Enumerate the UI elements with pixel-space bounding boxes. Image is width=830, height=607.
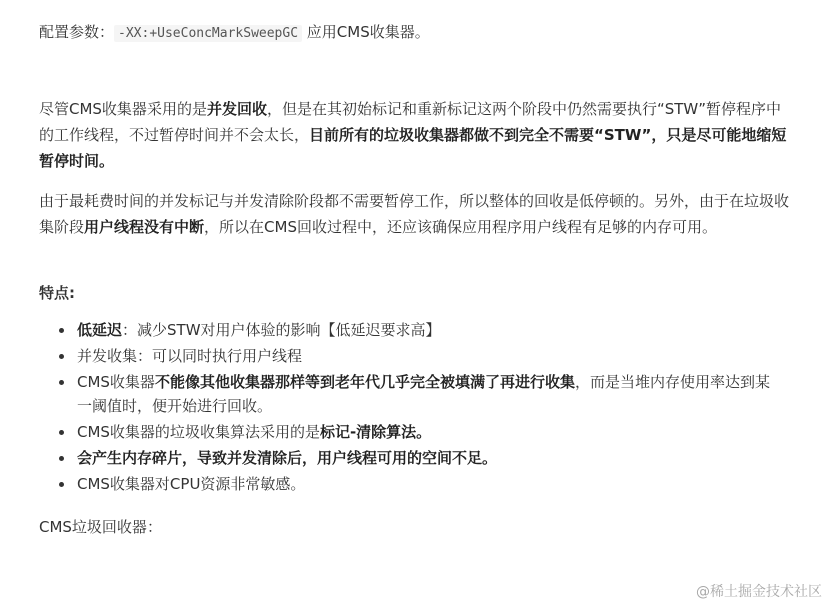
list-item xyxy=(77,472,782,496)
config-suffix: 应用CMS收集器。 xyxy=(302,23,430,41)
feature-text: CMS收集器的垃圾收集算法采用的是 xyxy=(77,423,320,441)
list-item xyxy=(77,446,782,470)
list-item xyxy=(77,318,782,342)
feature-text: CMS收集器 xyxy=(77,373,155,391)
feature-text: ：减少STW对用户体验的影响【低延迟要求高】 xyxy=(122,321,441,339)
para2-text-1: 由于最耗费时间的并发标记与并发清除阶段都不需要暂停工作，所以整体的回收是低停顿的。另外，由于在垃圾收集阶段 xyxy=(39,192,790,236)
features-list xyxy=(39,318,782,498)
feature-text: CMS收集器对CPU资源非常敏感。 xyxy=(77,475,306,493)
features-heading: 特点: xyxy=(39,284,75,302)
para2-bold-1: 用户线程没有中断 xyxy=(84,218,205,236)
feature-bold: 会产生内存碎片，导致并发清除后，用户线程可用的空间不足。 xyxy=(77,449,498,467)
feature-bold: 不能像其他收集器那样等到老年代几乎完全被填满了再进行收集 xyxy=(154,373,575,391)
paragraph-cms-collector: CMS垃圾回收器： xyxy=(39,518,162,536)
para1-text-1: 尽管CMS收集器采用的是 xyxy=(39,100,207,118)
feature-bold: 标记-清除算法。 xyxy=(319,423,432,441)
para1-bold-2: 目前所有的垃圾收集器都做不到完全不需要“STW”，只是尽可能地缩短暂停时间。 xyxy=(39,126,787,170)
list-item xyxy=(77,370,782,418)
feature-bold: 低延迟 xyxy=(77,321,123,339)
paragraph-stw xyxy=(39,96,791,174)
para1-bold-1: 并发回收 xyxy=(206,100,267,118)
list-item xyxy=(77,420,782,444)
paragraph-low-pause xyxy=(39,188,791,240)
list-item xyxy=(77,344,782,368)
watermark: @稀土掘金技术社区 xyxy=(696,584,822,600)
config-prefix: 配置参数： xyxy=(39,23,115,41)
config-line xyxy=(39,20,430,46)
feature-text: ，而是当堆内存使用率达到某一阈值时，便开始进行回收。 xyxy=(77,373,770,415)
para2-text-2: ，所以在CMS回收过程中，还应该确保应用程序用户线程有足够的内存可用。 xyxy=(204,218,717,236)
para1-text-2: ，但是在其初始标记和重新标记这两个阶段中仍然需要执行“STW”暂停程序中的工作线程，不过暂停时间并不会太长， xyxy=(39,100,782,144)
feature-text: 并发收集：可以同时执行用户线程 xyxy=(77,347,303,365)
inline-code: -XX:+UseConcMarkSweepGC xyxy=(114,25,302,42)
